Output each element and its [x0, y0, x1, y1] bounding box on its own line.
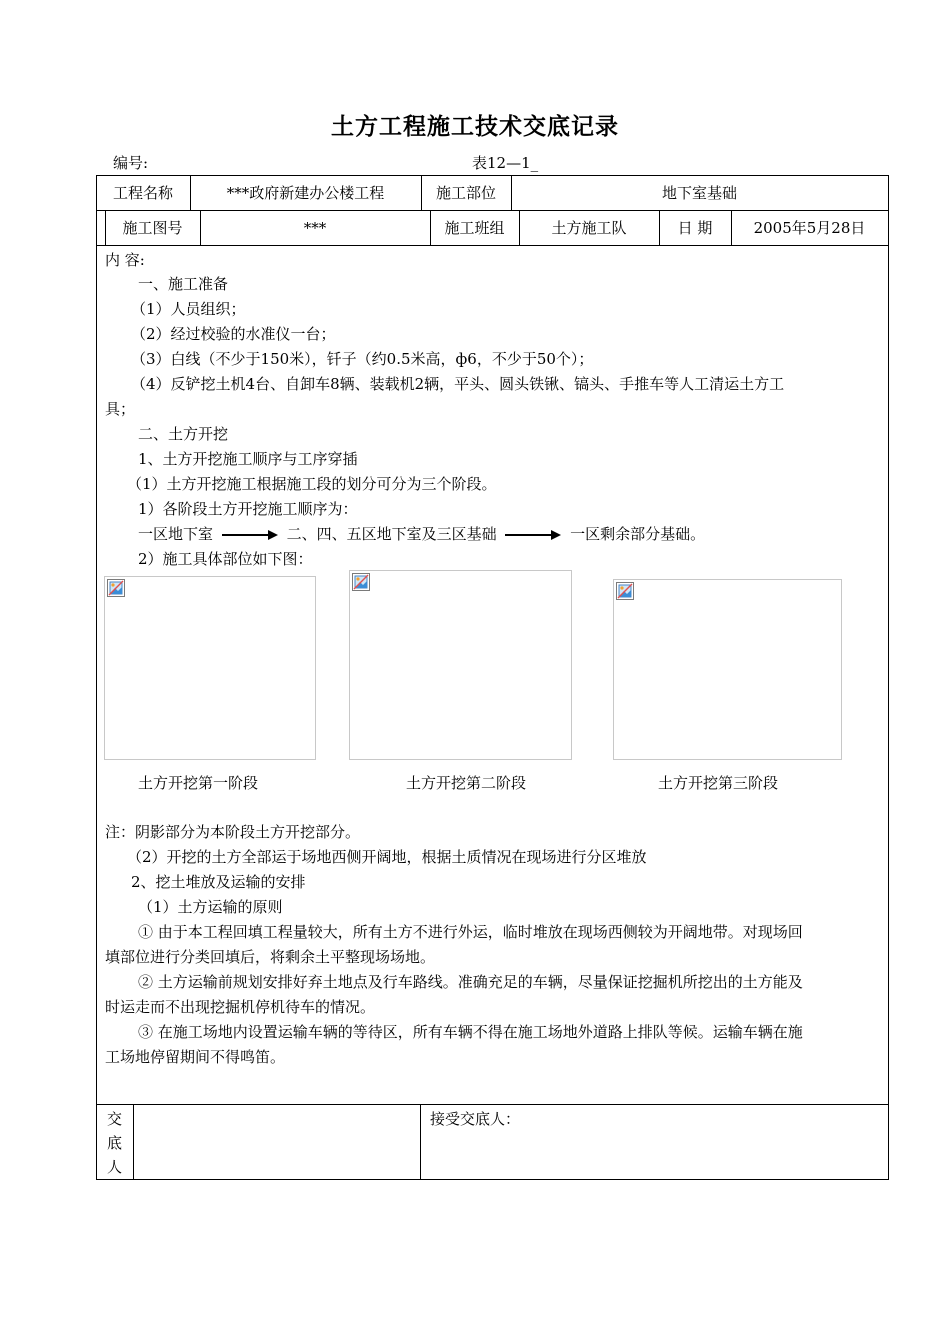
sequence-step-3: 一区剩余部分基础。	[570, 525, 706, 543]
excavation-item-2: （2）开挖的土方全部运于场地西侧开阔地，根据土质情况在现场进行分区堆放	[127, 848, 647, 866]
broken-image-icon	[107, 579, 125, 597]
stage-2-image	[349, 570, 572, 760]
row2-bottom-border	[96, 245, 889, 246]
content-heading: 内 容:	[105, 251, 145, 269]
principle-1b: 填部位进行分类回填后，将剩余土平整现场场地。	[105, 948, 436, 966]
date-label: 日 期	[677, 219, 713, 237]
principle-3a: ③ 在施工场地内设置运输车辆的等待区，所有车辆不得在施工场地外道路上排队等候。运输车辆在施	[138, 1023, 803, 1041]
principle-2a: ② 土方运输前规划安排好弃土地点及行车路线。准确充足的车辆，尽量保证挖掘机所挖出的土方能及	[138, 973, 803, 991]
table-code: 表12—1_	[472, 154, 539, 172]
arrow-right-icon	[505, 530, 561, 540]
location-label: 施工部位	[435, 184, 496, 202]
drawing-value: ***	[303, 218, 327, 237]
broken-image-icon	[352, 573, 370, 591]
location-value: 地下室基础	[661, 184, 737, 202]
principle-1a: ① 由于本工程回填工程量较大，所有土方不进行外运，临时堆放在现场西侧较为开阔地带。对现场回	[138, 923, 803, 941]
stage-3-caption: 土方开挖第三阶段	[658, 774, 779, 792]
table-left-border	[96, 175, 97, 1180]
stage-1-image	[104, 576, 316, 760]
project-name-label: 工程名称	[112, 184, 173, 202]
sequence-step-1: 一区地下室	[138, 525, 214, 543]
receiver-label: 接受交底人：	[430, 1110, 521, 1128]
sequence-step-2: 二、四、五区地下室及三区基础	[286, 525, 497, 543]
principle-2b: 时运走而不出现挖掘机停机待车的情况。	[105, 998, 376, 1016]
handover-char-1: 交	[106, 1110, 122, 1128]
transport-principle: （1）土方运输的原则	[138, 898, 283, 916]
page-title: 土方工程施工技术交底记录	[331, 113, 619, 140]
section-prep-heading: 一、施工准备	[138, 275, 229, 293]
transport-sub-heading: 2、挖土堆放及运输的安排	[131, 873, 306, 891]
drawing-label: 施工图号	[122, 219, 183, 237]
content-bottom-border	[96, 1104, 889, 1105]
excavation-order-intro: 1）各阶段土方开挖施工顺序为：	[138, 500, 358, 518]
number-label: 编号:	[113, 154, 149, 172]
sign-divider-2	[420, 1104, 421, 1179]
team-value: 土方施工队	[551, 219, 627, 237]
diagram-intro: 2）施工具体部位如下图：	[138, 550, 313, 568]
prep-item-1: （1）人员组织；	[131, 300, 246, 318]
team-label: 施工班组	[444, 219, 505, 237]
prep-item-4b: 具；	[105, 400, 136, 418]
stage-3-image	[613, 579, 842, 760]
prep-item-2: （2）经过校验的水准仪一台；	[131, 325, 336, 343]
project-name-value: ***政府新建办公楼工程	[226, 184, 385, 202]
excavation-sub-1: 1、土方开挖施工顺序与工序穿插	[138, 450, 358, 468]
prep-item-3: （3）白线（不少于150米），钎子（约0.5米高，ф6，不少于50个）；	[131, 350, 594, 368]
arrow-right-icon	[222, 530, 278, 540]
prep-item-4a: （4）反铲挖土机4台、自卸车8辆、装载机2辆，平头、圆头铁锹、镐头、手推车等人工清运土方工	[131, 375, 785, 393]
table-bottom-border	[96, 1179, 889, 1180]
excavation-sequence	[138, 522, 705, 546]
section-excavation-heading: 二、土方开挖	[138, 425, 229, 443]
handover-person-label	[96, 1105, 133, 1179]
sign-divider-1	[133, 1104, 134, 1179]
note-line: 注：阴影部分为本阶段土方开挖部分。	[105, 823, 361, 841]
table-right-border	[888, 175, 889, 1180]
excavation-item-1: （1）土方开挖施工根据施工段的划分可分为三个阶段。	[127, 475, 497, 493]
handover-char-2: 底	[106, 1134, 122, 1152]
date-value: 2005年5月28日	[753, 219, 866, 237]
broken-image-icon	[616, 582, 634, 600]
principle-3b: 工场地停留期间不得鸣笛。	[105, 1048, 286, 1066]
handover-char-3: 人	[106, 1158, 122, 1176]
stage-1-caption: 土方开挖第一阶段	[138, 774, 259, 792]
stage-2-caption: 土方开挖第二阶段	[406, 774, 527, 792]
